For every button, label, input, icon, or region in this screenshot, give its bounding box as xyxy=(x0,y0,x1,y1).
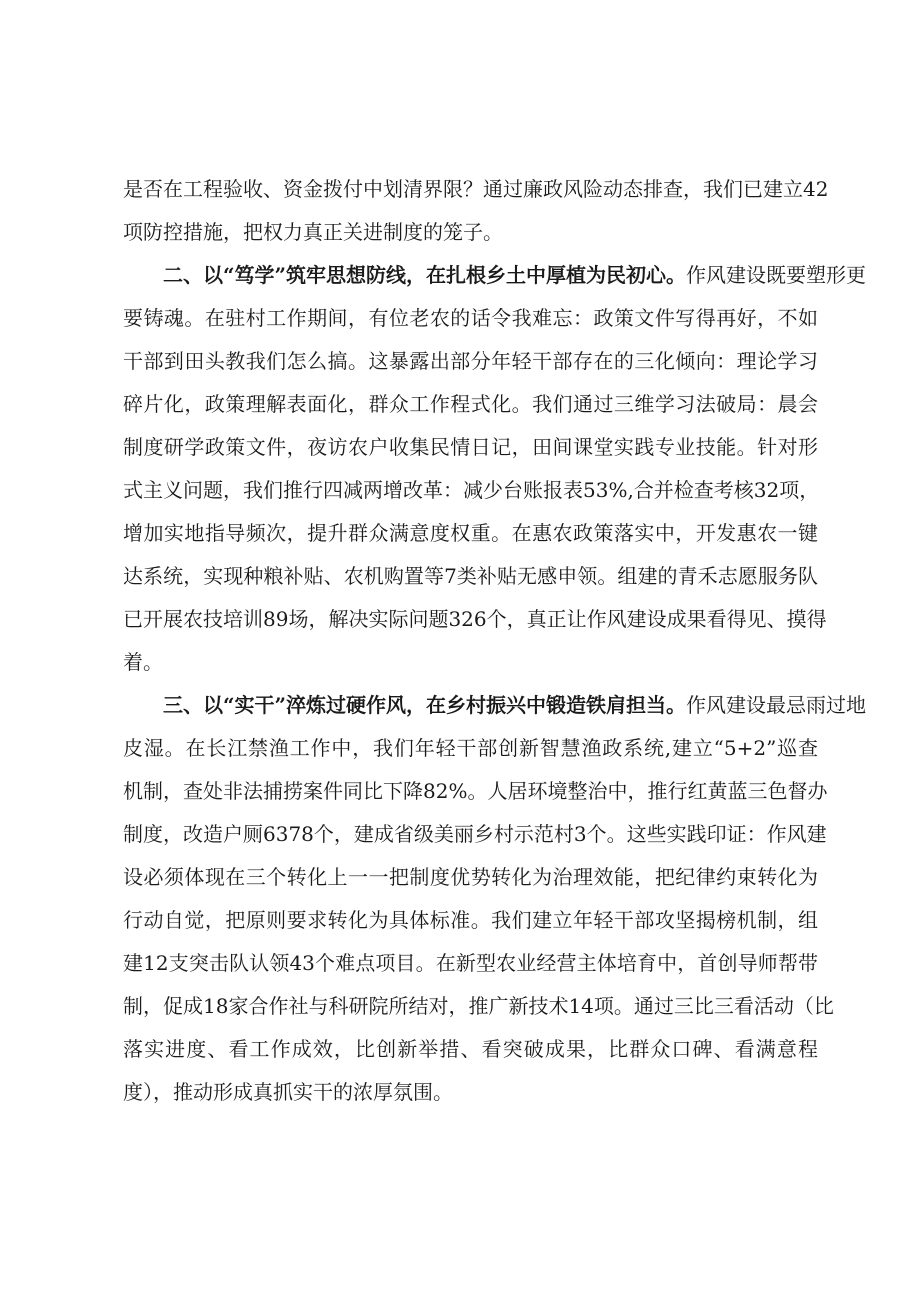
paragraph-3-line-3: 机制，查处非法捕捞案件同比下降82%。人居环境整治中，推行红黄蓝三色督办 xyxy=(123,779,828,803)
section-heading-three: 三、以“实干”淬炼过硬作风，在乡村振兴中锻造铁肩担当。 xyxy=(163,693,687,717)
paragraph-2-line-9: 已开展农技培训89场，解决实际问题326个，真正让作风建设成果看得见、摸得 xyxy=(123,607,827,631)
section-heading-two: 二、以“笃学”筑牢思想防线，在扎根乡土中厚植为民初心。 xyxy=(163,263,687,287)
paragraph-1-line-1: 是否在工程验收、资金拨付中划清界限？通过廉政风险动态排查，我们已建立42 xyxy=(123,177,829,201)
paragraph-2-line-2: 要铸魂。在驻村工作期间，有位老农的话令我难忘：政策文件写得再好，不如 xyxy=(123,306,818,330)
paragraph-2-line-6: 式主义问题，我们推行四减两增改革：减少台账报表53%,合并检查考核32项， xyxy=(123,478,820,502)
paragraph-2-line-1 xyxy=(163,263,867,287)
paragraph-3-text-1: 作风建设最忌雨过地 xyxy=(686,693,867,717)
paragraph-3-line-6: 行动自觉，把原则要求转化为具体标准。我们建立年轻干部攻坚揭榜机制，组 xyxy=(123,908,818,932)
paragraph-3-line-10: 度），推动形成真抓实干的浓厚氛围。 xyxy=(123,1080,453,1104)
paragraph-2-line-3: 干部到田头教我们怎么搞。这暴露出部分年轻干部存在的三化倾向：理论学习 xyxy=(123,349,818,373)
paragraph-2-line-10: 着。 xyxy=(123,650,163,674)
paragraph-2-line-7: 增加实地指导频次，提升群众满意度权重。在惠农政策落实中，开发惠农一键 xyxy=(123,521,818,545)
paragraph-2-line-5: 制度研学政策文件，夜访农户收集民情日记，田间课堂实践专业技能。针对形 xyxy=(123,435,818,459)
paragraph-3-line-8: 制，促成18家合作社与科研院所结对，推广新技术14项。通过三比三看活动（比 xyxy=(123,994,834,1018)
paragraph-3-line-9: 落实进度、看工作成效，比创新举措、看突破成果，比群众口碑、看满意程 xyxy=(123,1037,818,1061)
paragraph-2-line-4: 碎片化，政策理解表面化，群众工作程式化。我们通过三维学习法破局：晨会 xyxy=(123,392,818,416)
paragraph-2-line-8: 达系统，实现种粮补贴、农机购置等7类补贴无感申领。组建的青禾志愿服务队 xyxy=(123,564,818,588)
paragraph-3-line-2: 皮湿。在长江禁渔工作中，我们年轻干部创新智慧渔政系统,建立“5+2”巡查 xyxy=(123,736,818,760)
paragraph-3-line-5: 设必须体现在三个转化上一一把制度优势转化为治理效能，把纪律约束转化为 xyxy=(123,865,818,889)
paragraph-3-line-4: 制度，改造户厕6378个，建成省级美丽乡村示范村3个。这些实践印证：作风建 xyxy=(123,822,827,846)
paragraph-1-line-2: 项防控措施，把权力真正关进制度的笼子。 xyxy=(123,220,503,244)
paragraph-2-text-1: 作风建设既要塑形更 xyxy=(686,263,867,287)
paragraph-3-line-7: 建12支突击队认领43个难点项目。在新型农业经营主体培育中，首创导师帮带 xyxy=(123,951,818,975)
paragraph-3-line-1 xyxy=(163,693,867,717)
